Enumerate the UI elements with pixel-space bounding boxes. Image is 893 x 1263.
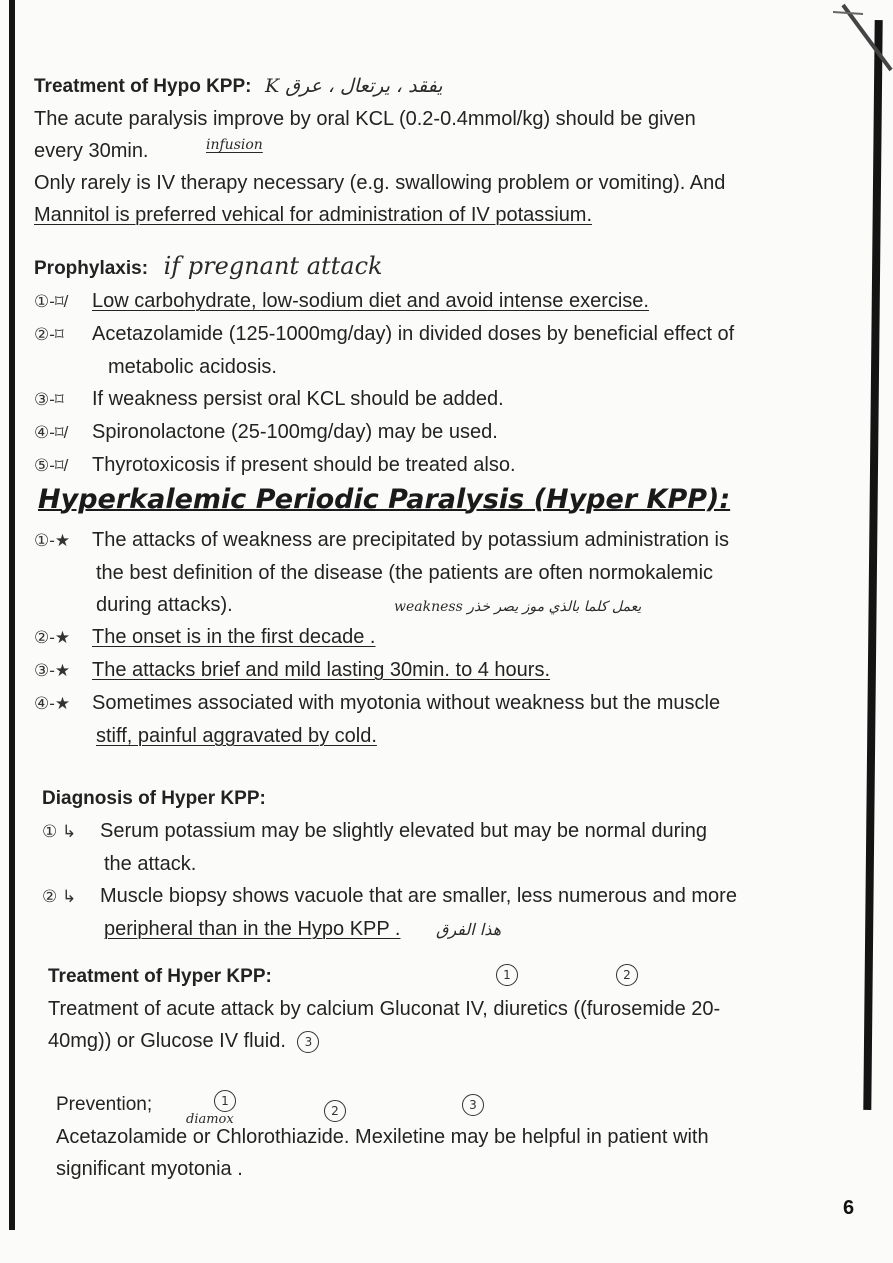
hyper-point-cont: the best definition of the disease (the patients are often normokalemic [96,562,714,584]
hypo-line-1: The acute paralysis improve by oral KCL (0.2-0.4mmol/kg) should be given [34,108,696,130]
number-marker: 2 [324,1100,346,1122]
diagnosis-item-cont: peripheral than in the Hypo KPP . [104,918,401,940]
hyper-treatment-heading: Treatment of Hyper KPP: [48,966,272,987]
prophylaxis-item: ⑤-⌑/ Thyrotoxicosis if present should be treated also. [34,454,516,476]
diagnosis-item-cont: the attack. [104,853,197,875]
prophylaxis-section [34,250,859,482]
page-edge-right [863,20,882,1110]
number-marker: 1 [214,1090,236,1112]
hyper-treatment-section [48,960,873,1057]
hyper-treatment-line-2: 40mg)) or Glucose IV fluid. [48,1030,286,1052]
hyper-point: ②-★ The onset is in the first decade . [34,626,376,648]
hyper-title-block [38,484,863,515]
prophylaxis-handnote: if pregnant attack [163,252,383,280]
hypo-line-4: Mannitol is preferred vehical for administration of IV potassium. [34,204,593,226]
prevention-handnote: diamox [186,1112,234,1127]
prophylaxis-item: ④-⌑/ Spironolactone (25-100mg/day) may be used. [34,421,498,443]
number-marker: 2 [616,964,638,986]
diagnosis-item: ① ↳ Serum potassium may be slightly elevated but may be normal during [42,820,707,842]
number-marker: 3 [462,1094,484,1116]
prophylaxis-heading: Prophylaxis: [34,258,149,279]
diagnosis-section [42,782,867,946]
diagnosis-heading: Diagnosis of Hyper KPP: [42,788,266,809]
prevention-section [56,1088,881,1185]
page-number: 6 [843,1197,855,1219]
hyper-point: ③-★ The attacks brief and mild lasting 30min. to 4 hours. [34,659,551,681]
infusion-note: infusion [206,137,263,153]
prophylaxis-item: ①-⌑/ Low carbohydrate, low-sodium diet and avoid intense exercise. [34,290,649,312]
hypo-treatment-section [34,70,859,231]
prophylaxis-item: ②-⌑ Acetazolamide (125-1000mg/day) in divided doses by beneficial effect of [34,323,735,345]
prophylaxis-item-cont: metabolic acidosis. [108,356,277,378]
prevention-line-2: significant myotonia . [56,1158,243,1180]
hypo-treatment-heading: Treatment of Hypo KPP: [34,76,252,97]
hyper-kpp-title: Hyperkalemic Periodic Paralysis (Hyper KPP): [38,484,731,515]
number-marker: 1 [496,964,518,986]
page-edge-left [9,0,15,1230]
number-marker: 3 [297,1031,319,1053]
hyper-handnote: weakness يعمل كلما بالذي موز يصر خذر [394,599,642,615]
hyper-point: ④-★ Sometimes associated with myotonia without weakness but the muscle [34,692,721,714]
hyper-point: ①-★ The attacks of weakness are precipitated by potassium administration is [34,529,729,551]
hypo-line-3: Only rarely is IV therapy necessary (e.g. swallowing problem or vomiting). And [34,172,726,194]
hyper-point-cont: stiff, painful aggravated by cold. [96,725,377,747]
hypo-line-2: every 30min. [34,140,149,162]
prevention-heading: Prevention; [56,1094,153,1115]
prophylaxis-item: ③-⌑ If weakness persist oral KCL should be added. [34,388,504,410]
folded-corner [833,0,893,80]
hyper-points-section [34,524,859,752]
prevention-line-1: Acetazolamide or Chlorothiazide. Mexiletine may be helpful in patient with [56,1126,709,1148]
hyper-treatment-line-1: Treatment of acute attack by calcium Gluconat IV, diuretics ((furosemide 20- [48,998,721,1020]
hypo-treatment-handnote: K يفقد ، يرتعال ، عرق [265,75,443,97]
hyper-point-cont: during attacks). [96,594,233,616]
diagnosis-item: ② ↳ Muscle biopsy shows vacuole that are smaller, less numerous and more [42,885,737,907]
diagnosis-handnote: هذا الفرق [436,920,502,939]
